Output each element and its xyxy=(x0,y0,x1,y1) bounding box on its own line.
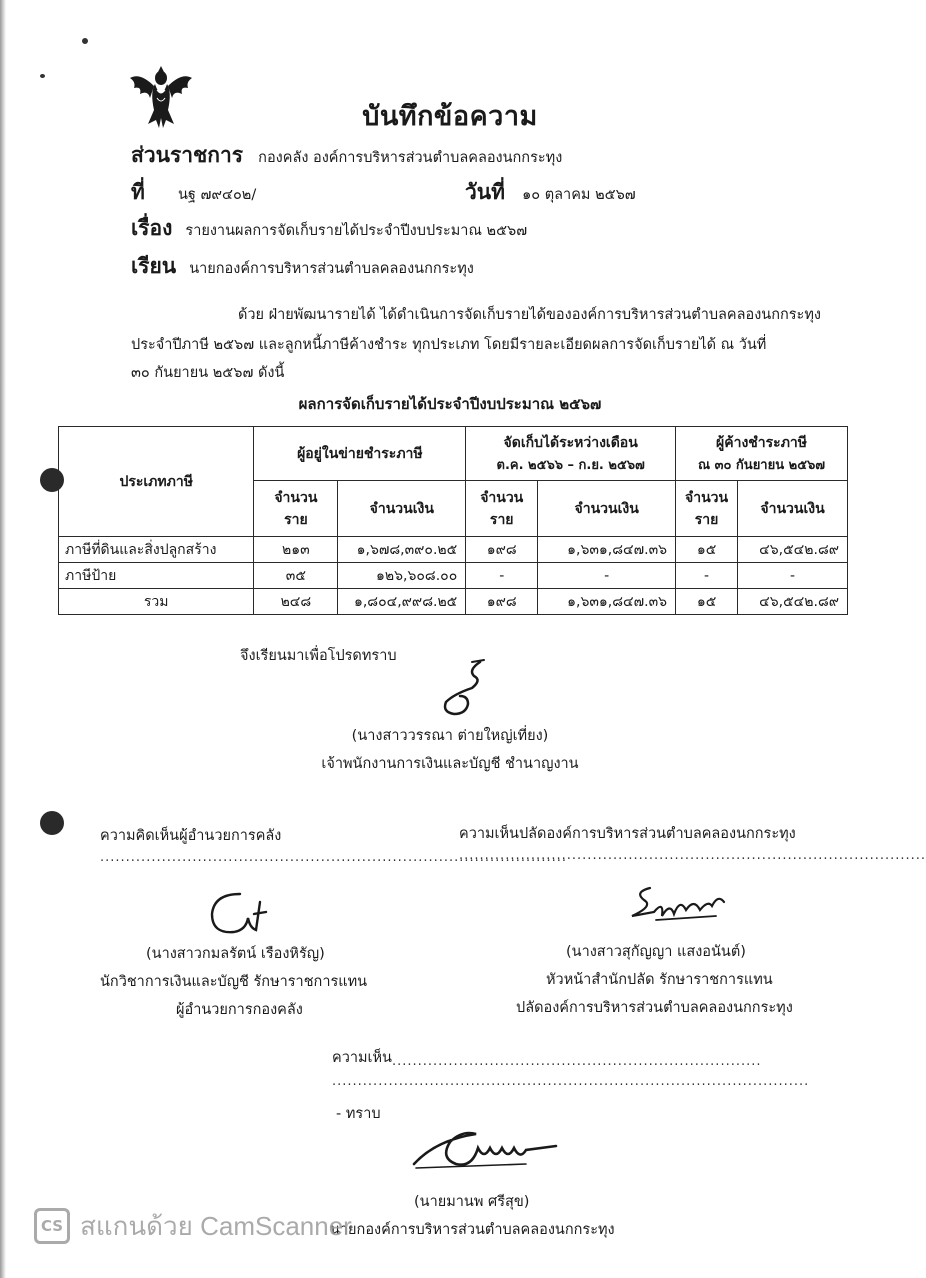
deputy-opinion-dotted-line: ........................................................................................... xyxy=(459,848,926,863)
tax-type-cell: ภาษีป้าย xyxy=(59,563,254,589)
scan-speck xyxy=(40,74,45,78)
amount-cell: ๑๒๖,๖๐๘.๐๐ xyxy=(338,563,466,589)
amount-cell: ๔๖,๕๔๒.๘๙ xyxy=(738,537,848,563)
reference-label: ที่ xyxy=(131,180,145,204)
outstanding-heading: ผู้ค้างชำระภาษี xyxy=(716,435,808,451)
count-cell: ๓๕ xyxy=(254,563,338,589)
acknowledged-text: - ทราบ xyxy=(336,1106,381,1122)
column-header-amount: จำนวนเงิน xyxy=(738,481,848,537)
count-cell: ๑๕ xyxy=(676,537,738,563)
recipient-row xyxy=(131,250,474,283)
body-paragraph-line: ๓๐ กันยายน ๒๕๖๗ ดังนี้ xyxy=(131,365,285,381)
date-value: ๑๐ ตุลาคม ๒๕๖๗ xyxy=(522,187,636,203)
amount-cell: ๑,๖๓๑,๘๔๗.๓๖ xyxy=(538,589,676,615)
deputy-name: (นางสาวสุกัญญา แสงอนันต์) xyxy=(566,944,746,960)
date-label: วันที่ xyxy=(465,180,505,204)
table-header-row xyxy=(59,427,848,481)
director-opinion-dotted-line: ........................................................................................... xyxy=(100,850,568,865)
count-unit: ราย xyxy=(694,511,719,528)
subject-label: เรื่อง xyxy=(131,216,173,240)
mayor-opinion-label: ความเห็น xyxy=(332,1050,392,1066)
deputy-position: หัวหน้าสำนักปลัด รักษาราชการแทน xyxy=(546,972,773,988)
director-position: นักวิชาการเงินและบัญชี รักษาราชการแทน xyxy=(100,974,368,990)
count-cell: ๒๔๘ xyxy=(254,589,338,615)
count-cell: ๑๙๘ xyxy=(466,589,538,615)
column-header-count xyxy=(254,481,338,537)
signer-name: (นางสาววรรณา ต่ายใหญ่เที่ยง) xyxy=(351,728,549,744)
amount-cell: ๑,๘๐๔,๙๙๘.๒๕ xyxy=(338,589,466,615)
column-group-taxpayers: ผู้อยู่ในข่ายชำระภาษี xyxy=(254,427,466,481)
body-paragraph-line: ประจำปีภาษี ๒๕๖๗ และลูกหนี้ภาษีค้างชำระ ทุกประเภท โดยมีรายละเอียดผลการจัดเก็บรายได้ ณ วันที่ xyxy=(131,337,767,353)
amount-cell: - xyxy=(538,563,676,589)
count-label: จำนวน xyxy=(685,489,729,506)
scanner-watermark xyxy=(34,1206,352,1246)
column-header-count xyxy=(466,481,538,537)
camscanner-logo-icon: CS xyxy=(34,1208,70,1244)
outstanding-date: ณ ๓๐ กันยายน ๒๕๖๗ xyxy=(698,458,826,473)
column-header-count xyxy=(676,481,738,537)
body-paragraph-line: ด้วย ฝ่ายพัฒนารายได้ ได้ดำเนินการจัดเก็บรายได้ขององค์การบริหารส่วนตำบลคลองนกกระทุง xyxy=(238,307,821,323)
tax-type-cell: ภาษีที่ดินและสิ่งปลูกสร้าง xyxy=(59,537,254,563)
mayor-opinion-row xyxy=(332,1046,762,1069)
date-row xyxy=(465,176,636,209)
signature-mark xyxy=(432,658,502,720)
count-label: จำนวน xyxy=(274,489,318,506)
scan-page-edge xyxy=(0,0,6,1278)
subject-value: รายงานผลการจัดเก็บรายได้ประจำปีงบประมาณ ๒๕๖๗ xyxy=(185,223,528,239)
memo-title: บันทึกข้อความ xyxy=(362,101,538,132)
subject-row xyxy=(131,212,527,245)
mayor-opinion-dotted-line: ............................................................................................. xyxy=(332,1074,810,1089)
count-unit: ราย xyxy=(284,511,308,528)
scan-speck xyxy=(82,38,88,44)
count-unit: ราย xyxy=(489,511,514,528)
mayor-name: (นายมานพ ศรีสุข) xyxy=(414,1194,530,1210)
collected-period: ต.ค. ๒๕๖๖ – ก.ย. ๒๕๖๗ xyxy=(496,458,645,473)
amount-cell: ๔๖,๕๔๒.๘๙ xyxy=(738,589,848,615)
watermark-text: สแกนด้วย CamScanner xyxy=(80,1210,352,1241)
reference-value: นฐ ๗๙๔๐๒/ xyxy=(177,187,257,203)
signature-mark xyxy=(624,880,734,936)
recipient-value: นายกองค์การบริหารส่วนตำบลคลองนกกระทุง xyxy=(189,261,474,277)
amount-cell: ๑,๖๗๘,๓๙๐.๒๕ xyxy=(338,537,466,563)
mayor-opinion-dotted-line: ........................................................................ xyxy=(391,1054,762,1069)
closing-line: จึงเรียนมาเพื่อโปรดทราบ xyxy=(240,648,397,664)
column-header-amount: จำนวนเงิน xyxy=(338,481,466,537)
collected-heading: จัดเก็บได้ระหว่างเดือน xyxy=(503,435,638,451)
table-row xyxy=(59,537,848,563)
amount-cell: ๑,๖๓๑,๘๔๗.๓๖ xyxy=(538,537,676,563)
count-label: จำนวน xyxy=(480,489,524,506)
amount-cell: - xyxy=(738,563,848,589)
count-cell: ๑๙๘ xyxy=(466,537,538,563)
table-row xyxy=(59,563,848,589)
signer-position: เจ้าพนักงานการเงินและบัญชี ชำนาญงาน xyxy=(321,756,579,772)
director-position: ผู้อำนวยการกองคลัง xyxy=(176,1002,303,1018)
punch-hole xyxy=(40,811,64,835)
table-total-row xyxy=(59,589,848,615)
column-header-amount: จำนวนเงิน xyxy=(538,481,676,537)
deputy-opinion-label: ความเห็นปลัดองค์การบริหารส่วนตำบลคลองนกกระทุง xyxy=(459,826,796,842)
column-group-outstanding xyxy=(676,427,848,481)
director-opinion-label: ความคิดเห็นผู้อำนวยการคลัง xyxy=(100,828,282,844)
column-header-tax-type: ประเภทภาษี xyxy=(59,427,254,537)
count-cell: ๒๑๓ xyxy=(254,537,338,563)
department-value: กองคลัง องค์การบริหารส่วนตำบลคลองนกกระทุง xyxy=(258,150,563,166)
director-name: (นางสาวกมลรัตน์ เรืองหิรัญ) xyxy=(146,946,325,962)
department-row xyxy=(131,139,562,172)
total-label-cell: รวม xyxy=(59,589,254,615)
column-group-collected xyxy=(466,427,676,481)
signature-mark xyxy=(406,1124,570,1174)
deputy-position: ปลัดองค์การบริหารส่วนตำบลคลองนกกระทุง xyxy=(516,1000,793,1016)
count-cell: - xyxy=(676,563,738,589)
count-cell: - xyxy=(466,563,538,589)
reference-row xyxy=(131,176,256,209)
revenue-table xyxy=(58,426,848,615)
table-title: ผลการจัดเก็บรายได้ประจำปีงบประมาณ ๒๕๖๗ xyxy=(298,395,602,413)
department-label: ส่วนราชการ xyxy=(131,143,244,167)
recipient-label: เรียน xyxy=(131,254,177,278)
signature-mark xyxy=(200,888,280,944)
count-cell: ๑๕ xyxy=(676,589,738,615)
mayor-position: นายกองค์การบริหารส่วนตำบลคลองนกกระทุง xyxy=(330,1222,615,1238)
